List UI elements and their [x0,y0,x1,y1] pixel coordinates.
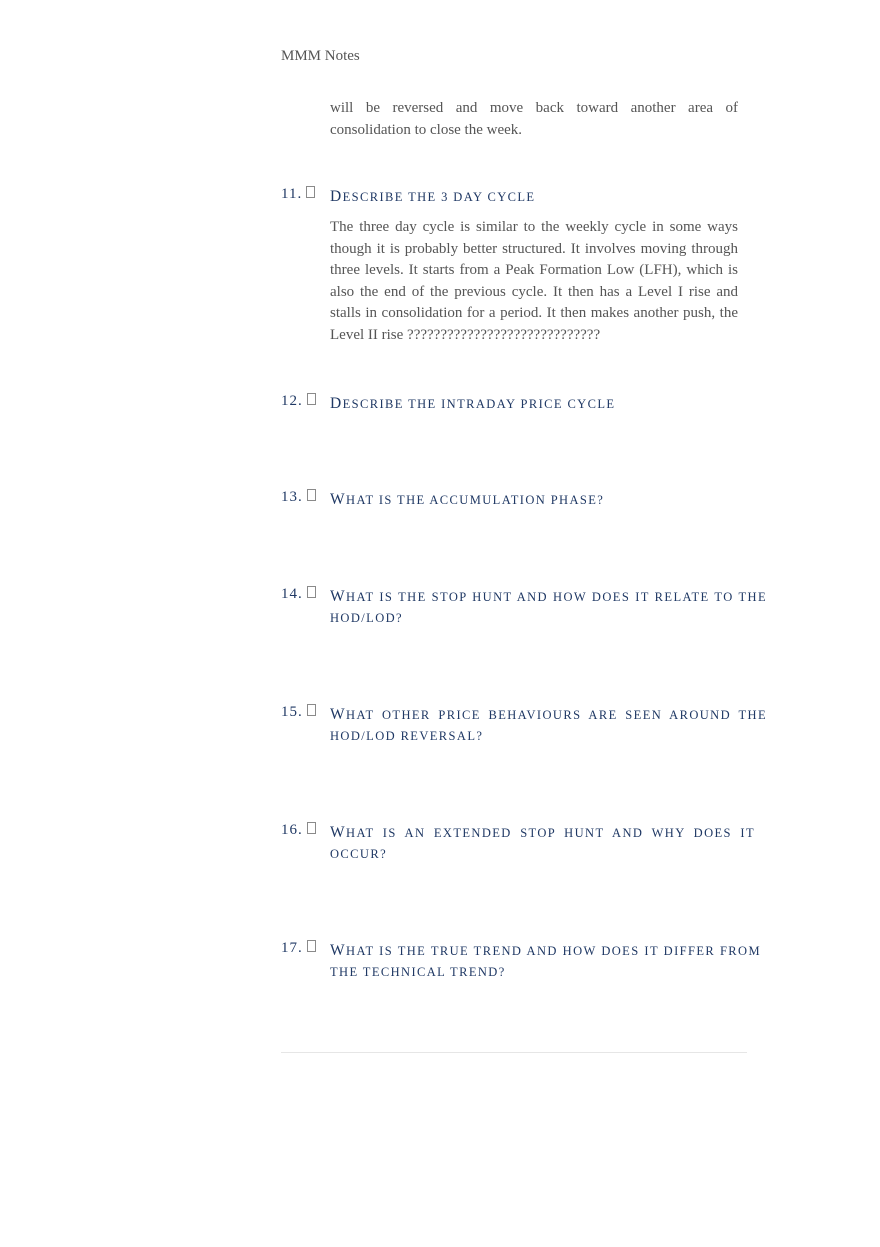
item-number: 14. [281,586,316,603]
question-heading: WHAT OTHER PRICE BEHAVIOURS ARE SEEN AROUND THE HOD/LOD REVERSAL? [330,706,767,743]
item-number: 16. [281,822,316,839]
question-heading: WHAT IS AN EXTENDED STOP HUNT AND WHY DOES IT OCCUR? [330,824,755,861]
list-bullet-box-icon [306,186,315,198]
item-number: 13. [281,489,316,506]
list-bullet-box-icon [307,393,316,405]
question-heading: DESCRIBE THE INTRADAY PRICE CYCLE [330,395,616,412]
footer-divider [281,1052,747,1053]
list-bullet-box-icon [307,822,316,834]
question-heading: DESCRIBE THE 3 DAY CYCLE [330,188,536,205]
question-item-14 [281,586,767,629]
list-bullet-box-icon [307,940,316,952]
question-item-17 [281,940,761,983]
item-number: 17. [281,940,316,957]
question-item-15 [281,704,767,747]
question-item-13 [281,489,767,511]
answer-paragraph-11: The three day cycle is similar to the weekly cycle in some ways though it is probably better structured. It involves moving through three levels. It starts from a Peak Formation Low (LFH), which is also the end of the previous cycle. It then has a Level I rise and stalls in consolidation for a period. It then makes another push, the Level II rise ????????????????????????????? [330,219,738,343]
list-bullet-box-icon [307,704,316,716]
question-item-12 [281,393,767,415]
question-heading: WHAT IS THE ACCUMULATION PHASE? [330,491,605,508]
list-bullet-box-icon [307,586,316,598]
item-number: 15. [281,704,316,721]
item-number: 11. [281,186,315,203]
question-heading: WHAT IS THE TRUE TREND AND HOW DOES IT DIFFER FROM THE TECHNICAL TREND? [330,942,761,979]
question-heading: WHAT IS THE STOP HUNT AND HOW DOES IT RELATE TO THE HOD/LOD? [330,588,767,625]
question-item-11 [281,186,767,208]
list-bullet-box-icon [307,489,316,501]
intro-paragraph: will be reversed and move back toward another area of consolidation to close the week. [330,100,738,138]
item-number: 12. [281,393,316,410]
page-header: MMM Notes [281,48,360,64]
question-item-16 [281,822,755,865]
